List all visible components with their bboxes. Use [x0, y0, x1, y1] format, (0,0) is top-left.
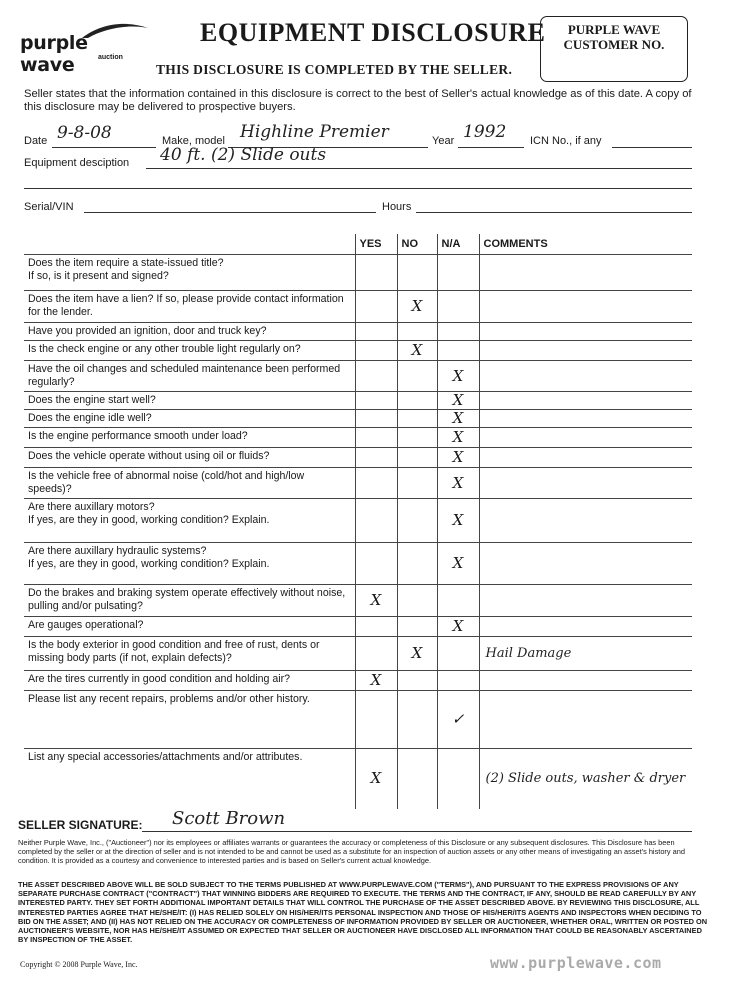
table-row	[24, 585, 692, 617]
no-checkbox-cell[interactable]	[397, 392, 437, 410]
question-text: Does the item have a lien? If so, please provide contact information for the lender.	[24, 291, 355, 323]
comment-text: Hail Damage	[485, 645, 572, 661]
disclaimer-text: Neither Purple Wave, Inc., ("Auctioneer") nor its employees or affiliates warrants or guarantees the accuracy or completeness of this Disclosure or any subsequent disclosures. This Disclosure has been completed by the seller or at the direction of seller and is not intended to be and cannot be used as a substitute for an inspection of auction assets or any other means of investigating an asset's history and condition. It is provided as a courtesy and convenience to interested parties and is based on Seller's current actual knowledge.	[18, 838, 685, 865]
no-checkbox-cell[interactable]	[397, 499, 437, 543]
na-checkbox-cell[interactable]: X	[437, 392, 479, 410]
question-text: Have the oil changes and scheduled maintenance been performed regularly?	[24, 361, 355, 392]
no-checkbox-cell[interactable]	[397, 671, 437, 691]
yes-checkbox-cell[interactable]	[355, 617, 397, 637]
table-row	[24, 448, 692, 468]
comment-cell[interactable]	[479, 428, 692, 448]
comments-column-header: COMMENTS	[479, 234, 692, 255]
seller-signature-value: Scott Brown	[172, 808, 286, 829]
date-label: Date	[24, 135, 48, 147]
na-checkbox-cell[interactable]: X	[437, 410, 479, 428]
yes-checkbox-cell[interactable]	[355, 428, 397, 448]
intro-statement: Seller states that the information contained in this disclosure is correct to the best of Seller's actual knowledge as of this date. A copy of this disclosure may be delivered to prospective buyers.	[24, 88, 692, 113]
na-checkbox-cell[interactable]: X	[437, 428, 479, 448]
comment-cell[interactable]	[479, 341, 692, 361]
comment-cell[interactable]	[479, 291, 692, 323]
form-title: EQUIPMENT DISCLOSURE	[200, 18, 546, 47]
disclosure-questions-table	[24, 234, 692, 809]
question-text: Are the tires currently in good condition and holding air?	[24, 671, 355, 691]
hours-label: Hours	[382, 201, 412, 213]
logo-text: purple wave	[20, 32, 88, 76]
na-checkbox-cell[interactable]	[437, 585, 479, 617]
no-checkbox-cell[interactable]	[397, 543, 437, 585]
na-checkbox-cell[interactable]: X	[437, 543, 479, 585]
na-checkbox-cell[interactable]	[437, 341, 479, 361]
no-checkbox-cell[interactable]: X	[397, 341, 437, 361]
comment-cell[interactable]	[479, 499, 692, 543]
na-checkbox-cell[interactable]	[437, 637, 479, 671]
comment-cell[interactable]	[479, 468, 692, 499]
question-text: Does the item require a state-issued title? If so, is it present and signed?	[24, 255, 355, 291]
make-model-field[interactable]: Highline Premier	[240, 122, 389, 142]
hours-field[interactable]	[416, 212, 692, 213]
comment-text: (2) Slide outs, washer & dryer	[485, 770, 686, 786]
copyright-text: Copyright © 2008 Purple Wave, Inc.	[20, 960, 138, 969]
yes-checkbox-cell[interactable]	[355, 468, 397, 499]
comment-cell[interactable]	[479, 361, 692, 392]
yes-checkbox-cell[interactable]	[355, 637, 397, 671]
terms-text: THE ASSET DESCRIBED ABOVE WILL BE SOLD SUBJECT TO THE TERMS PUBLISHED AT WWW.PURPLEWAVE.COM ("TERMS"), AND PURSUANT TO THE EXPRESS PROVISIONS OF ANY SEPARATE PURCHASE CONTRACT ("CONTRACT") THAT WINNING BIDDERS ARE REQUIRED TO EXECUTE. THE TERMS AND THE CONTRACT, IF ANY, SHOULD BE READ CAREFULLY BY ANY INTERESTED PARTY. THEY SET FORTH ADDITIONAL IMPORTANT DETAILS THAT WILL CONTROL THE PURCHASE OF THE ASSET DESCRIBED ABOVE. BY REVIEWING THIS DISCLOSURE, ALL INTERESTED PARTIES AGREE THAT HE/SHE/IT: (I) HAS RELIED SOLELY ON HIS/HER/ITS PERSONAL INSPECTION AND THOSE OF HIS/HER/ITS AGENTS AND INSPECTORS WHEN DECIDING TO BID ON THE ASSET; AND (II) HAS NOT RELIED ON THE ACCURACY OR COMPLETENESS OF INFORMATION PROVIDED BY SELLER OR AUCTIONEER, WHETHER ORAL, WRITTEN OR POSTED ON AUCTIONEER'S WEBSITE, NOR HAS HE/SHE/IT ASSUMED OR EXPECTED THAT SELLER OR AUCTIONEER HAVE DISCLOSED ALL INFORMATION THAT COULD BE REASONABLY ASCERTAINED BY INSPECTION OF THE ASSET.	[18, 880, 708, 945]
na-checkbox-cell[interactable]: X	[437, 617, 479, 637]
table-row	[24, 361, 692, 392]
question-text: Does the engine start well?	[24, 392, 355, 410]
na-checkbox-cell[interactable]	[437, 291, 479, 323]
customer-number-box	[540, 16, 688, 82]
na-checkbox-cell[interactable]	[437, 671, 479, 691]
table-row	[24, 323, 692, 341]
customer-box-line-1: PURPLE WAVE	[567, 22, 661, 37]
yes-checkbox-cell[interactable]	[355, 499, 397, 543]
table-row	[24, 410, 692, 428]
comment-cell[interactable]	[479, 749, 692, 809]
comment-cell[interactable]	[479, 617, 692, 637]
na-checkbox-cell[interactable]: X	[437, 361, 479, 392]
no-checkbox-cell[interactable]	[397, 691, 437, 749]
equipment-description-field[interactable]: 40 ft. (2) Slide outs	[160, 145, 327, 165]
comment-cell[interactable]	[479, 410, 692, 428]
seller-signature-label: SELLER SIGNATURE:	[18, 818, 143, 832]
icn-field[interactable]	[612, 147, 692, 148]
yes-checkbox-cell[interactable]	[355, 392, 397, 410]
question-text: Please list any recent repairs, problems and/or other history.	[24, 691, 355, 749]
year-label: Year	[432, 135, 455, 147]
question-text: Is the engine performance smooth under load?	[24, 428, 355, 448]
website-watermark: www.purplewave.com	[490, 954, 662, 972]
yes-checkbox-cell[interactable]	[355, 341, 397, 361]
na-checkbox-cell[interactable]: ✓	[437, 691, 479, 749]
question-text: Is the vehicle free of abnormal noise (cold/hot and high/low speeds)?	[24, 468, 355, 499]
table-row	[24, 637, 692, 671]
na-column-header: N/A	[437, 234, 479, 255]
table-row	[24, 468, 692, 499]
na-checkbox-cell[interactable]	[437, 255, 479, 291]
comment-cell[interactable]	[479, 323, 692, 341]
yes-checkbox-cell[interactable]	[355, 543, 397, 585]
question-text: Is the check engine or any other trouble light regularly on?	[24, 341, 355, 361]
na-checkbox-cell[interactable]: X	[437, 448, 479, 468]
question-text: Does the engine idle well?	[24, 410, 355, 428]
yes-column-header: YES	[355, 234, 397, 255]
description-line-2[interactable]	[24, 188, 692, 189]
no-checkbox-cell[interactable]	[397, 255, 437, 291]
yes-checkbox-cell[interactable]: X	[355, 749, 397, 809]
yes-checkbox-cell[interactable]: X	[355, 585, 397, 617]
no-checkbox-cell[interactable]	[397, 428, 437, 448]
no-checkbox-cell[interactable]	[397, 617, 437, 637]
no-checkbox-cell[interactable]	[397, 468, 437, 499]
comment-cell[interactable]	[479, 585, 692, 617]
icn-label: ICN No., if any	[530, 135, 602, 147]
no-checkbox-cell[interactable]: X	[397, 291, 437, 323]
question-text: Have you provided an ignition, door and truck key?	[24, 323, 355, 341]
year-field[interactable]: 1992	[463, 122, 507, 142]
seller-signature-field[interactable]	[142, 831, 692, 832]
comment-cell[interactable]	[479, 637, 692, 671]
question-text: Does the vehicle operate without using oil or fluids?	[24, 448, 355, 468]
make-model-label: Make, model	[162, 135, 225, 147]
no-checkbox-cell[interactable]	[397, 361, 437, 392]
no-checkbox-cell[interactable]	[397, 323, 437, 341]
table-row	[24, 543, 692, 585]
logo-subtext: auction	[98, 54, 123, 61]
yes-checkbox-cell[interactable]	[355, 448, 397, 468]
comment-cell[interactable]	[479, 691, 692, 749]
purple-wave-logo	[18, 22, 148, 76]
serial-vin-label: Serial/VIN	[24, 201, 74, 213]
question-text: Are there auxillary motors? If yes, are they in good, working condition? Explain.	[24, 499, 355, 543]
question-text: Is the body exterior in good condition and free of rust, dents or missing body parts (if not, explain defects)?	[24, 637, 355, 671]
question-text: Are there auxillary hydraulic systems? If yes, are they in good, working condition? Explain.	[24, 543, 355, 585]
no-checkbox-cell[interactable]	[397, 585, 437, 617]
comment-cell[interactable]	[479, 543, 692, 585]
table-row	[24, 291, 692, 323]
no-checkbox-cell[interactable]	[397, 749, 437, 809]
date-field[interactable]: 9-8-08	[57, 123, 112, 143]
yes-checkbox-cell[interactable]: X	[355, 671, 397, 691]
comment-cell[interactable]	[479, 671, 692, 691]
yes-checkbox-cell[interactable]	[355, 255, 397, 291]
table-row	[24, 617, 692, 637]
customer-box-line-2: CUSTOMER NO.	[563, 37, 665, 52]
table-row	[24, 671, 692, 691]
yes-checkbox-cell[interactable]	[355, 410, 397, 428]
table-row	[24, 499, 692, 543]
no-column-header: NO	[397, 234, 437, 255]
no-checkbox-cell[interactable]	[397, 448, 437, 468]
equipment-description-label: Equipment desciption	[24, 157, 130, 169]
yes-checkbox-cell[interactable]	[355, 323, 397, 341]
yes-checkbox-cell[interactable]	[355, 361, 397, 392]
table-row	[24, 255, 692, 291]
question-text: List any special accessories/attachments and/or attributes.	[24, 749, 355, 809]
comment-cell[interactable]	[479, 448, 692, 468]
na-checkbox-cell[interactable]: X	[437, 468, 479, 499]
yes-checkbox-cell[interactable]	[355, 291, 397, 323]
no-checkbox-cell[interactable]: X	[397, 637, 437, 671]
table-row	[24, 341, 692, 361]
comment-cell[interactable]	[479, 255, 692, 291]
table-header-row	[24, 234, 692, 255]
table-row	[24, 392, 692, 410]
na-checkbox-cell[interactable]	[437, 749, 479, 809]
na-checkbox-cell[interactable]	[437, 323, 479, 341]
form-subtitle: THIS DISCLOSURE IS COMPLETED BY THE SELLER.	[156, 62, 513, 77]
table-row	[24, 428, 692, 448]
no-checkbox-cell[interactable]	[397, 410, 437, 428]
table-row	[24, 691, 692, 749]
table-row	[24, 749, 692, 809]
serial-vin-field[interactable]	[84, 212, 376, 213]
yes-checkbox-cell[interactable]	[355, 691, 397, 749]
na-checkbox-cell[interactable]: X	[437, 499, 479, 543]
question-text: Do the brakes and braking system operate effectively without noise, pulling and/or pulsating?	[24, 585, 355, 617]
comment-cell[interactable]	[479, 392, 692, 410]
question-text: Are gauges operational?	[24, 617, 355, 637]
